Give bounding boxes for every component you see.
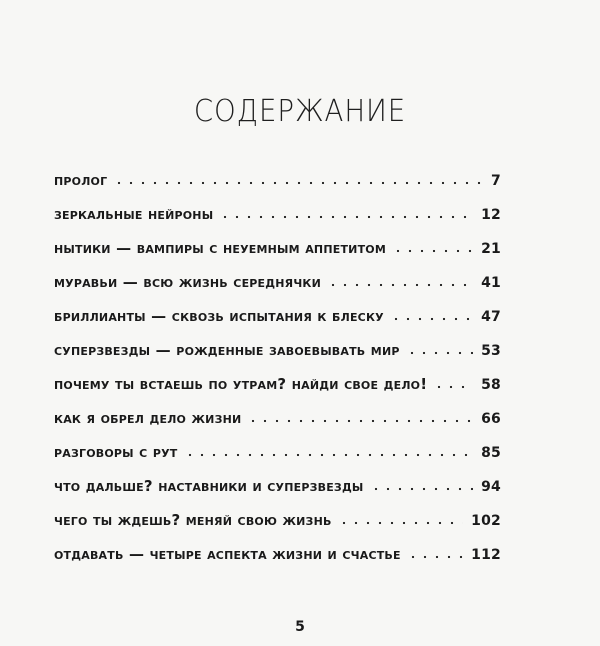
table-of-contents — [54, 171, 501, 579]
toc-entry[interactable] — [54, 171, 501, 205]
dot-leader — [247, 409, 473, 423]
toc-entry[interactable] — [54, 375, 501, 409]
dot-leader — [370, 477, 474, 491]
dot-leader — [406, 341, 473, 355]
page-title: СОДЕРЖАНИЕ — [193, 94, 407, 129]
dot-leader — [338, 511, 464, 525]
toc-entry-page: 7 — [491, 173, 501, 189]
toc-entry[interactable] — [54, 477, 501, 511]
toc-entry-title: зеркальные нейроны — [54, 205, 214, 223]
page-number: 5 — [295, 619, 305, 635]
dot-leader — [113, 171, 483, 185]
toc-entry-title: отдавать — четыре аспекта жизни и счастье — [54, 545, 401, 563]
toc-entry[interactable] — [54, 239, 501, 273]
toc-entry-page: 85 — [481, 445, 501, 461]
toc-entry[interactable] — [54, 545, 501, 579]
toc-entry-title: как я обрел дело жизни — [54, 409, 242, 427]
dot-leader — [327, 273, 473, 287]
toc-entry-page: 12 — [481, 207, 501, 223]
toc-entry[interactable] — [54, 511, 501, 545]
dot-leader — [219, 205, 473, 219]
dot-leader — [407, 545, 463, 559]
toc-entry[interactable] — [54, 307, 501, 341]
toc-entry-page: 58 — [481, 377, 501, 393]
toc-entry-title: суперзвезды — рожденные завоевывать мир — [54, 341, 400, 359]
toc-entry[interactable] — [54, 205, 501, 239]
toc-entry-page: 41 — [481, 275, 501, 291]
dot-leader — [184, 443, 474, 457]
toc-entry-title: муравьи — всю жизнь середнячки — [54, 273, 322, 291]
toc-entry-title: бриллианты — сквозь испытания к блеску — [54, 307, 384, 325]
toc-entry-title: что дальше? наставники и суперзвезды — [54, 477, 364, 495]
toc-entry-title: разговоры с рут — [54, 443, 178, 461]
toc-entry-title: чего ты ждешь? меняй свою жизнь — [54, 511, 332, 529]
dot-leader — [392, 239, 473, 253]
toc-entry-page: 47 — [481, 309, 501, 325]
toc-entry-page: 21 — [481, 241, 501, 257]
toc-entry[interactable] — [54, 273, 501, 307]
toc-entry[interactable] — [54, 409, 501, 443]
toc-entry-page: 53 — [481, 343, 501, 359]
toc-entry-title: нытики — вампиры с неуемным аппетитом — [54, 239, 386, 257]
toc-entry-title: пролог — [54, 171, 108, 189]
dot-leader — [390, 307, 473, 321]
dot-leader — [433, 375, 473, 389]
toc-entry[interactable] — [54, 443, 501, 477]
toc-entry-page: 102 — [471, 513, 501, 529]
toc-entry[interactable] — [54, 341, 501, 375]
toc-entry-page: 94 — [481, 479, 501, 495]
toc-entry-title: почему ты встаешь по утрам? найди свое дело! — [54, 375, 428, 393]
toc-entry-page: 112 — [471, 547, 501, 563]
toc-entry-page: 66 — [481, 411, 501, 427]
